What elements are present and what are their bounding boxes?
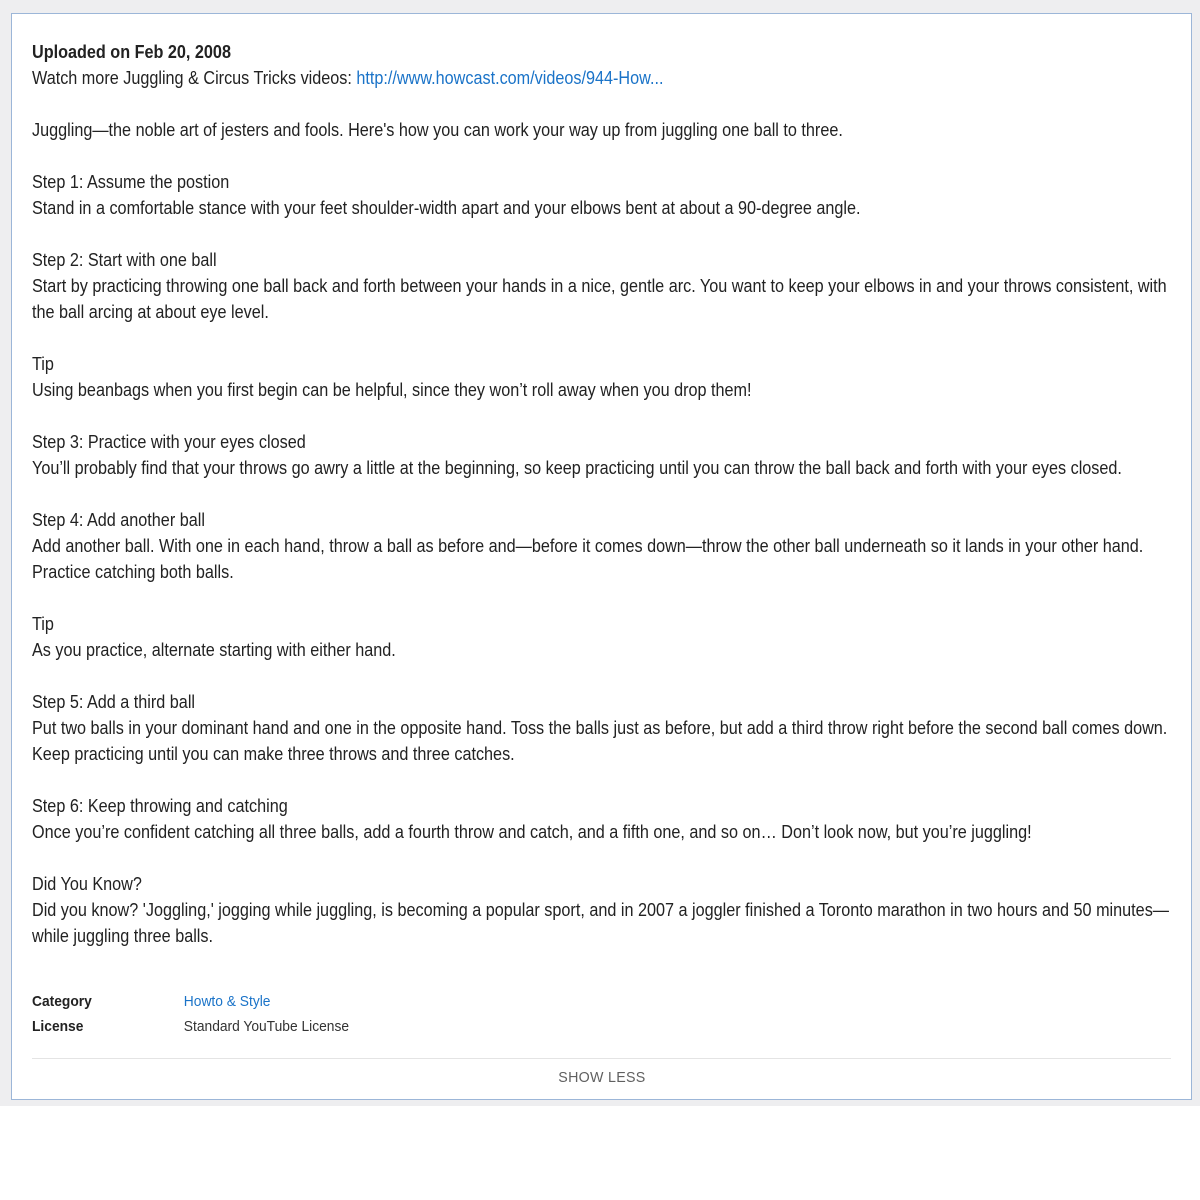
section-heading: Step 6: Keep throwing and catching: [32, 796, 288, 816]
section-heading: Step 4: Add another ball: [32, 510, 205, 530]
section-heading: Did You Know?: [32, 874, 142, 894]
section-body: Put two balls in your dominant hand and one in the opposite hand. Toss the balls just as before, but add a third throw right before the second ball comes down. Keep practicing until you can make three throws and three catches.: [32, 718, 1168, 764]
license-label: License: [32, 1018, 84, 1035]
watch-more-line: [32, 65, 1171, 91]
divider: [32, 1058, 1171, 1059]
section-step-6: [32, 793, 1171, 845]
section-body: Add another ball. With one in each hand, throw a ball as before and—before it comes down—throw the other ball underneath so it lands in your other hand. Practice catching both balls.: [32, 536, 1144, 582]
watch-more-prefix: Watch more Juggling & Circus Tricks videos:: [32, 68, 357, 88]
section-body: Using beanbags when you first begin can be helpful, since they won’t roll away when you drop them!: [32, 380, 752, 400]
section-heading: Step 5: Add a third ball: [32, 692, 196, 712]
show-less-button[interactable]: [12, 1069, 1191, 1086]
section-step-5: [32, 689, 1171, 767]
video-description-panel: [11, 13, 1192, 1100]
category-row: [32, 989, 349, 1014]
howcast-link[interactable]: http://www.howcast.com/videos/944-How...: [356, 68, 664, 88]
section-did-you-know: [32, 871, 1171, 949]
section-body: Start by practicing throwing one ball back and forth between your hands in a nice, gentle arc. You want to keep your elbows in and your throws consistent, with the ball arcing at about eye level.: [32, 276, 1167, 322]
section-body: Did you know? 'Joggling,' jogging while juggling, is becoming a popular sport, and in 2007 a joggler finished a Toronto marathon in two hours and 50 minutes—while juggling three balls.: [32, 900, 1169, 946]
section-body: You’ll probably find that your throws go awry a little at the beginning, so keep practicing until you can throw the ball back and forth with your eyes closed.: [32, 458, 1122, 478]
category-label: Category: [32, 993, 92, 1010]
section-heading: Tip: [32, 614, 54, 634]
section-body: Stand in a comfortable stance with your feet shoulder-width apart and your elbows bent at about a 90-degree angle.: [32, 198, 861, 218]
section-step-4: [32, 507, 1171, 585]
video-metadata: [32, 989, 349, 1039]
section-step-1: [32, 169, 1171, 221]
show-less-label: SHOW LESS: [557, 1069, 646, 1086]
section-heading: Tip: [32, 354, 54, 374]
intro-text: Juggling—the noble art of jesters and fools. Here's how you can work your way up from juggling one ball to three.: [32, 120, 843, 140]
section-step-2: [32, 247, 1171, 325]
section-tip-2: [32, 611, 1171, 663]
section-heading: Step 1: Assume the postion: [32, 172, 230, 192]
section-tip-1: [32, 351, 1171, 403]
section-step-3: [32, 429, 1171, 481]
upload-date: Uploaded on Feb 20, 2008: [32, 42, 231, 62]
category-link[interactable]: Howto & Style: [183, 993, 271, 1010]
license-row: [32, 1014, 349, 1039]
section-heading: Step 2: Start with one ball: [32, 250, 217, 270]
description-text: [32, 39, 1171, 949]
section-body: As you practice, alternate starting with either hand.: [32, 640, 396, 660]
license-value: Standard YouTube License: [183, 1018, 350, 1035]
section-heading: Step 3: Practice with your eyes closed: [32, 432, 306, 452]
section-body: Once you’re confident catching all three balls, add a fourth throw and catch, and a fifth one, and so on… Don’t look now, but you’re juggling!: [32, 822, 1032, 842]
